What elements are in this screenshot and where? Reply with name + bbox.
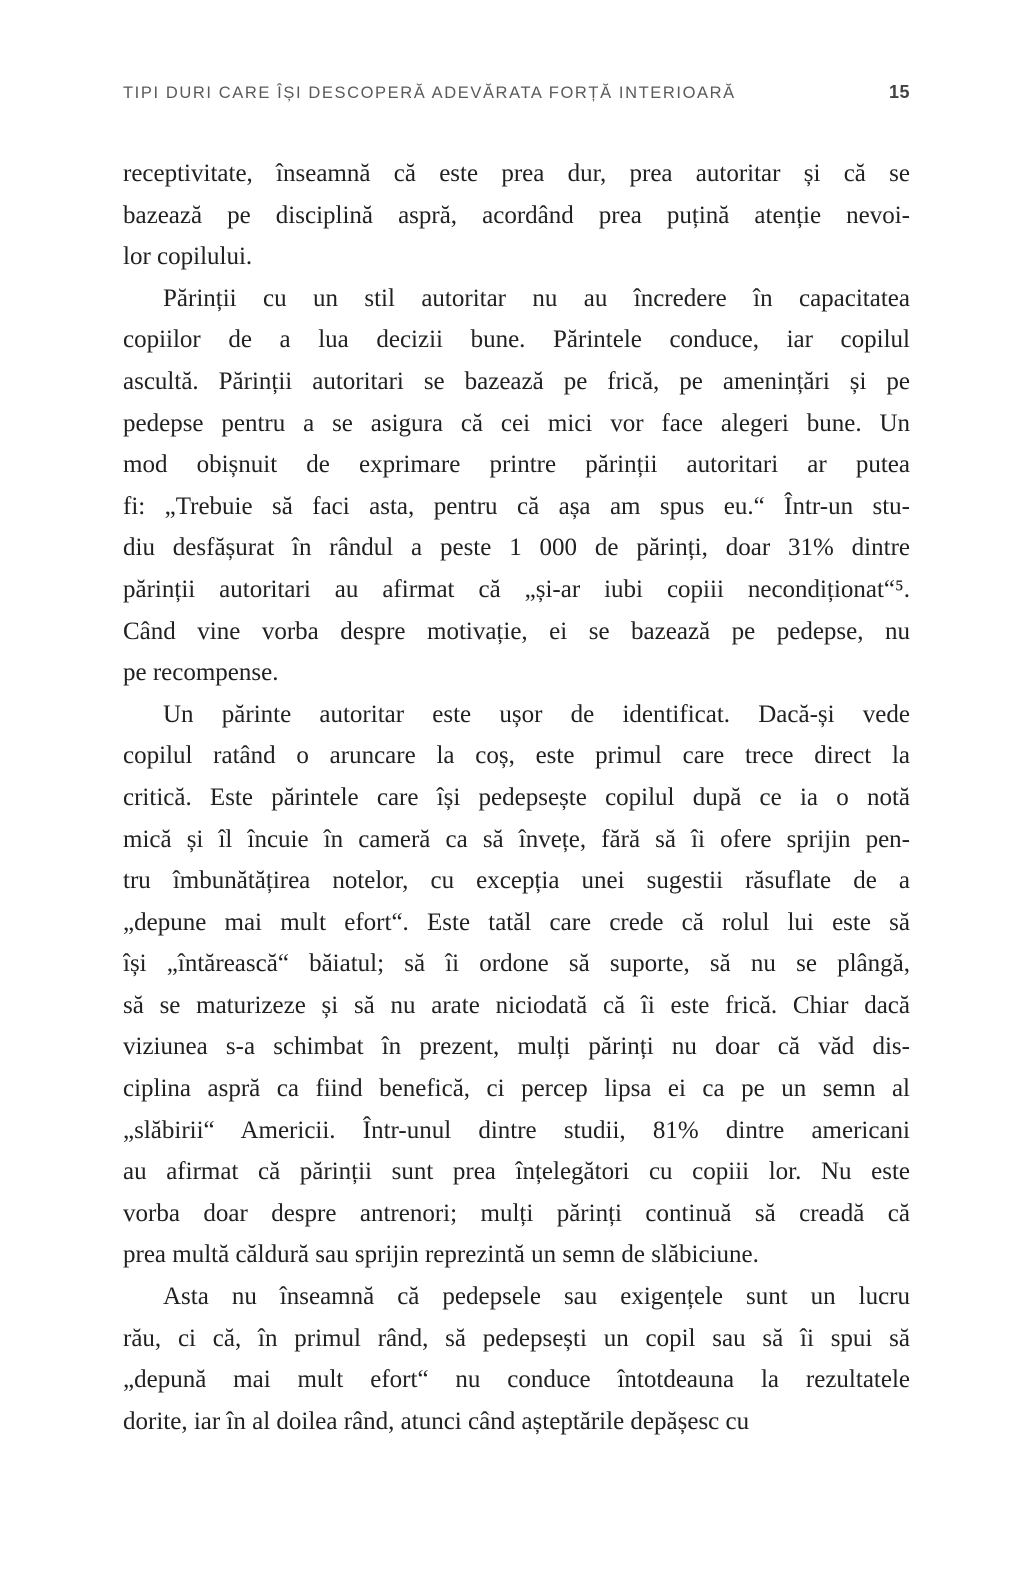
text-line: „depună mai mult efort“ nu conduce întotdeauna la rezultatele [123,1366,910,1394]
text-line: să se maturizeze și să nu arate niciodată că îi este frică. Chiar dacă [123,991,910,1019]
text-line: ciplina aspră ca fiind benefică, ci percep lipsa ei ca pe un semn al [123,1075,910,1103]
text-line: ascultă. Părinții autoritari se bazează pe frică, pe amenințări și pe [123,367,910,395]
text-line: Un părinte autoritar este ușor de identificat. Dacă-și vede [163,700,910,728]
text-line: „depune mai mult efort“. Este tatăl care crede că rolul lui este să [123,908,910,936]
text-line: bazează pe disciplină aspră, acordând prea puțină atenție nevoi- [123,201,910,229]
text-line: Asta nu înseamnă că pedepsele sau exigențele sunt un lucru [163,1283,910,1311]
text-line: copiilor de a lua decizii bune. Părintele conduce, iar copilul [123,326,910,354]
text-line: copilul ratând o aruncare la coș, este primul care trece direct la [123,742,910,770]
running-header [123,82,910,103]
text-line: critică. Este părintele care își pedepsește copilul după ce ia o notă [123,783,910,811]
page-body [123,153,910,1442]
text-line: fi: „Trebuie să faci asta, pentru că așa am spus eu.“ Într-un stu- [123,492,910,520]
text-line: mică și îl încuie în cameră ca să învețe, fără să îi ofere sprijin pen- [123,825,910,853]
paragraph [123,153,910,278]
text-line: pe recompense. [123,659,279,687]
text-line: prea multă căldură sau sprijin reprezintă un semn de slăbiciune. [123,1241,759,1269]
text-line: dorite, iar în al doilea rând, atunci când așteptările depășesc cu [123,1407,750,1435]
text-line: rău, ci că, în primul rând, să pedepsești un copil sau să îi spui să [123,1324,910,1352]
text-line: tru îmbunătățirea notelor, cu excepția unei sugestii răsuflate de a [123,867,910,895]
page-number: 15 [888,82,910,102]
text-line: lor copilului. [123,243,253,271]
text-line: își „întărească“ băiatul; să îi ordone să suporte, să nu se plângă, [123,950,910,978]
text-line: mod obișnuit de exprimare printre părinții autoritari ar putea [123,451,910,479]
text-line: vorba doar despre antrenori; mulți părinți continuă să creadă că [123,1199,910,1227]
text-line: Părinții cu un stil autoritar nu au încredere în capacitatea [163,284,910,312]
text-line: părinții autoritari au afirmat că „și-ar iubi copiii necondiționat“⁵. [123,575,910,603]
running-header-title: TIPI DURI CARE ÎȘI DESCOPERĂ ADEVĂRATA FORȚĂ INTERIOARĂ [123,84,736,102]
text-line: pedepse pentru a se asigura că cei mici vor face alegeri bune. Un [123,409,910,437]
paragraph [123,694,910,1276]
text-line: diu desfășurat în rândul a peste 1 000 de părinți, doar 31% dintre [123,534,910,562]
paragraph [123,1276,910,1442]
text-line: au afirmat că părinții sunt prea înțelegători cu copiii lor. Nu este [123,1158,910,1186]
text-line: Când vine vorba despre motivație, ei se bazează pe pedepse, nu [123,617,910,645]
text-line: viziunea s-a schimbat în prezent, mulți părinți nu doar că văd dis- [123,1033,910,1061]
paragraph [123,278,910,694]
text-line: receptivitate, înseamnă că este prea dur, prea autoritar și că se [123,160,910,187]
text-line: „slăbirii“ Americii. Într-unul dintre studii, 81% dintre americani [123,1116,910,1144]
